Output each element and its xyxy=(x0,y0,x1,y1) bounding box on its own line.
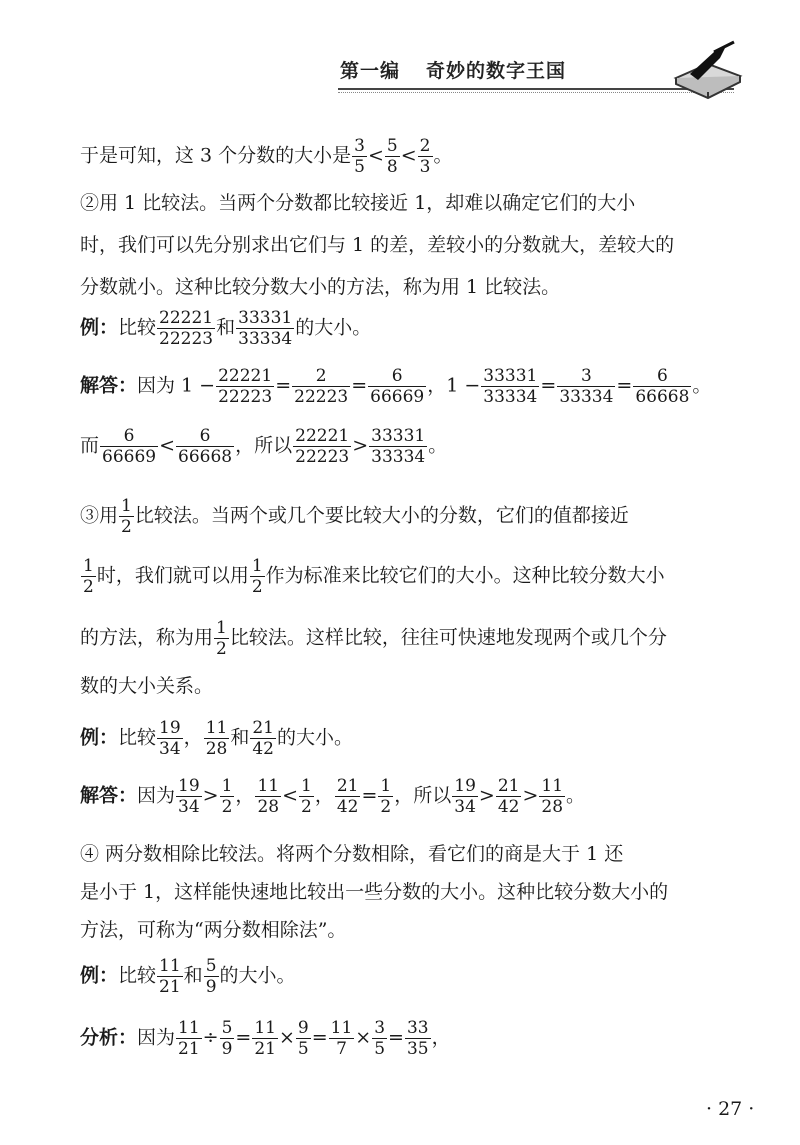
denominator: 66669 xyxy=(370,387,425,407)
numerator: 6 xyxy=(100,426,158,447)
denominator: 33334 xyxy=(559,387,614,407)
text-segment: 于是可知，这 3 个分数的大小是 xyxy=(80,144,352,167)
text-segment: 。 xyxy=(428,434,448,457)
fraction xyxy=(299,776,314,817)
numerator: 5 xyxy=(221,1018,233,1038)
text-segment: 比较 xyxy=(118,316,157,339)
denominator: 21 xyxy=(178,1039,200,1059)
fraction xyxy=(372,1018,387,1059)
fraction xyxy=(378,776,393,817)
text-segment: = xyxy=(388,1026,404,1049)
numerator: 6 xyxy=(176,426,234,447)
text-segment: > xyxy=(522,784,539,807)
numerator: 19 xyxy=(159,718,181,738)
fraction xyxy=(157,308,215,349)
text-segment: 比较法。这样比较，往往可快速地发现两个或几个分 xyxy=(229,626,667,649)
solution-label: 解答： xyxy=(80,374,138,397)
denominator: 28 xyxy=(541,797,564,817)
denominator: 22223 xyxy=(295,447,350,467)
numerator: 11 xyxy=(178,1018,200,1038)
fraction xyxy=(296,1018,311,1059)
denominator: 34 xyxy=(159,739,181,759)
text-segment: 。 xyxy=(692,374,712,397)
numerator: 1 xyxy=(83,556,94,576)
text-segment: ， xyxy=(235,784,255,807)
text-segment: ÷ xyxy=(202,1026,219,1049)
text-segment: < xyxy=(282,784,298,807)
text-segment: > xyxy=(478,784,495,807)
numerator: 11 xyxy=(330,1018,353,1038)
numerator: 33331 xyxy=(483,366,538,386)
text-segment: 作为标准来比较它们的大小。这种比较分数大小 xyxy=(265,564,665,587)
denominator: 42 xyxy=(252,739,274,759)
book-quill-icon xyxy=(668,40,746,100)
denominator: 42 xyxy=(336,797,359,817)
text-segment: 和 xyxy=(230,726,250,749)
fraction xyxy=(100,426,158,467)
example-label: 例： xyxy=(80,726,119,749)
fraction xyxy=(368,366,426,407)
numerator: 6 xyxy=(368,366,426,387)
fraction xyxy=(119,496,134,537)
solution-2 xyxy=(80,776,585,817)
numerator: 3 xyxy=(557,366,615,387)
denominator: 66668 xyxy=(635,387,690,407)
numerator: 3 xyxy=(374,1018,386,1038)
denominator: 5 xyxy=(374,1039,386,1059)
denominator: 22223 xyxy=(294,387,349,407)
text-segment: × xyxy=(355,1026,372,1049)
fraction xyxy=(157,956,183,997)
fraction xyxy=(385,136,400,177)
denominator: 9 xyxy=(221,1039,233,1059)
page-number: · 27 · xyxy=(706,1098,755,1120)
fraction xyxy=(496,776,522,817)
denominator: 22223 xyxy=(159,329,214,349)
denominator: 2 xyxy=(380,797,392,817)
numerator: 21 xyxy=(497,776,520,796)
denominator: 2 xyxy=(216,639,227,659)
text-segment: 的大小。 xyxy=(276,726,353,749)
numerator: 1 xyxy=(380,776,392,796)
text-segment: < xyxy=(400,144,417,167)
fraction xyxy=(352,136,367,177)
numerator: 1 xyxy=(121,496,132,516)
numerator: 1 xyxy=(251,556,263,576)
fraction xyxy=(255,776,281,817)
text-segment: 因为 xyxy=(137,1026,176,1049)
denominator: 42 xyxy=(497,797,520,817)
text-segment: 而 xyxy=(80,434,100,457)
numerator: 2 xyxy=(292,366,350,387)
analysis-label: 分析： xyxy=(80,1026,138,1049)
numerator: 19 xyxy=(454,776,476,796)
text-segment: × xyxy=(278,1026,295,1049)
text-segment: = xyxy=(540,374,557,397)
fraction xyxy=(329,1018,355,1059)
fraction xyxy=(157,718,183,759)
example-label: 例： xyxy=(80,316,119,339)
text-segment: 的方法，称为用 xyxy=(80,626,214,649)
fraction xyxy=(176,776,202,817)
fraction xyxy=(539,776,565,817)
fraction xyxy=(335,776,361,817)
fraction xyxy=(369,426,427,467)
method4-line-2: 是小于 1，这样能快速地比较出一些分数的大小。这种比较分数大小的 xyxy=(80,881,669,903)
fraction xyxy=(250,556,265,597)
text-segment: = xyxy=(361,784,378,807)
denominator: 66669 xyxy=(102,447,157,467)
fraction xyxy=(204,956,219,997)
fraction xyxy=(176,1018,202,1059)
numerator: 11 xyxy=(254,1018,276,1038)
text-segment: < xyxy=(159,434,176,457)
text-segment: 的大小。 xyxy=(295,316,372,339)
numerator: 5 xyxy=(386,136,398,156)
text-segment: ③用 xyxy=(80,504,119,527)
fraction xyxy=(220,1018,235,1059)
numerator: 11 xyxy=(257,776,280,796)
method2-line-1: ②用 1 比较法。当两个分数都比较接近 1，却难以确定它们的大小 xyxy=(80,192,636,214)
fraction xyxy=(81,556,96,597)
fraction xyxy=(176,426,234,467)
denominator: 8 xyxy=(386,157,398,177)
numerator: 1 xyxy=(221,776,233,796)
numerator: 5 xyxy=(205,956,217,976)
denominator: 3 xyxy=(419,157,431,177)
fraction xyxy=(633,366,691,407)
text-segment: ， xyxy=(431,1026,451,1049)
denominator: 22223 xyxy=(218,387,273,407)
numerator: 22221 xyxy=(218,366,273,386)
fraction xyxy=(252,1018,278,1059)
denominator: 2 xyxy=(301,797,312,817)
example-2 xyxy=(80,718,353,759)
text-segment: = xyxy=(616,374,633,397)
fraction xyxy=(236,308,294,349)
denominator: 5 xyxy=(354,157,365,177)
text-segment: > xyxy=(352,434,369,457)
text-segment: ， xyxy=(314,784,334,807)
fraction xyxy=(292,366,350,407)
text-segment: 和 xyxy=(183,964,203,987)
fraction xyxy=(216,366,274,407)
text-segment: 比较 xyxy=(118,964,157,987)
denominator: 21 xyxy=(159,977,181,997)
method4-line-1: ④ 两分数相除比较法。将两个分数相除，看它们的商是大于 1 还 xyxy=(80,843,624,865)
text-segment: 比较法。当两个或几个要比较大小的分数，它们的值都接近 xyxy=(134,504,629,527)
numerator: 2 xyxy=(419,136,431,156)
numerator: 6 xyxy=(633,366,691,387)
denominator: 9 xyxy=(205,977,217,997)
numerator: 11 xyxy=(541,776,564,796)
numerator: 11 xyxy=(159,956,181,976)
text-segment: 比较 xyxy=(118,726,157,749)
numerator: 1 xyxy=(301,776,312,796)
text-segment: 的大小。 xyxy=(219,964,296,987)
method4-line-3: 方法，可称为“两分数相除法”。 xyxy=(80,919,347,941)
numerator: 11 xyxy=(205,718,228,738)
example-label: 例： xyxy=(80,964,119,987)
text-segment: ，1 − xyxy=(427,374,481,397)
solution-1 xyxy=(80,366,711,407)
denominator: 2 xyxy=(121,517,132,537)
method3-line-1 xyxy=(80,496,629,537)
numerator: 19 xyxy=(178,776,200,796)
numerator: 33331 xyxy=(238,308,293,328)
fraction xyxy=(557,366,615,407)
text-segment: 。 xyxy=(566,784,586,807)
numerator: 33331 xyxy=(371,426,426,446)
numerator: 9 xyxy=(297,1018,309,1038)
method3-line-3 xyxy=(80,618,667,659)
denominator: 7 xyxy=(336,1039,347,1059)
denominator: 33334 xyxy=(371,447,426,467)
text-segment: ， xyxy=(183,726,203,749)
denominator: 21 xyxy=(254,1039,276,1059)
running-header xyxy=(340,56,566,83)
denominator: 5 xyxy=(297,1039,309,1059)
denominator: 35 xyxy=(406,1039,429,1059)
numerator: 33 xyxy=(406,1018,429,1038)
text-segment: ，所以 xyxy=(394,784,452,807)
denominator: 33334 xyxy=(238,329,293,349)
fraction xyxy=(204,718,230,759)
fraction xyxy=(452,776,478,817)
numerator: 21 xyxy=(252,718,274,738)
denominator: 2 xyxy=(83,577,94,597)
method3-line-2 xyxy=(80,556,665,597)
text-segment: > xyxy=(202,784,219,807)
analysis xyxy=(80,1018,451,1059)
text-segment: = xyxy=(351,374,368,397)
fraction xyxy=(250,718,276,759)
solution-1-conclusion xyxy=(80,426,447,467)
text-segment: = xyxy=(275,374,292,397)
solution-label: 解答： xyxy=(80,784,138,807)
numerator: 3 xyxy=(354,136,365,156)
method3-line-4: 数的大小关系。 xyxy=(80,675,214,697)
fraction xyxy=(293,426,351,467)
text-segment: 和 xyxy=(216,316,236,339)
fraction xyxy=(418,136,433,177)
denominator: 2 xyxy=(251,577,263,597)
text-segment: 因为 xyxy=(137,784,176,807)
denominator: 33334 xyxy=(483,387,538,407)
denominator: 28 xyxy=(257,797,280,817)
numerator: 22221 xyxy=(295,426,350,446)
fraction xyxy=(481,366,539,407)
fraction xyxy=(405,1018,431,1059)
text-segment: 时，我们就可以用 xyxy=(96,564,249,587)
text-segment: ，所以 xyxy=(235,434,293,457)
header-title: 奇妙的数字王国 xyxy=(426,60,567,82)
text-segment: = xyxy=(311,1026,328,1049)
text-segment: 。 xyxy=(433,144,453,167)
method2-line-2: 时，我们可以先分别求出它们与 1 的差，差较小的分数就大，差较大的 xyxy=(80,234,675,256)
denominator: 28 xyxy=(205,739,228,759)
denominator: 66668 xyxy=(178,447,233,467)
numerator: 21 xyxy=(336,776,359,796)
numerator: 1 xyxy=(216,618,227,638)
conclusion-line xyxy=(80,136,453,177)
denominator: 34 xyxy=(178,797,200,817)
numerator: 22221 xyxy=(159,308,214,328)
text-segment: 因为 1 − xyxy=(137,374,216,397)
example-3 xyxy=(80,956,296,997)
text-segment: = xyxy=(235,1026,252,1049)
denominator: 34 xyxy=(454,797,476,817)
denominator: 2 xyxy=(221,797,233,817)
fraction xyxy=(214,618,229,659)
text-segment: < xyxy=(368,144,384,167)
header-part: 第一编 xyxy=(340,60,401,82)
fraction xyxy=(220,776,235,817)
example-1 xyxy=(80,308,371,349)
method2-line-3: 分数就小。这种比较分数大小的方法，称为用 1 比较法。 xyxy=(80,276,561,298)
